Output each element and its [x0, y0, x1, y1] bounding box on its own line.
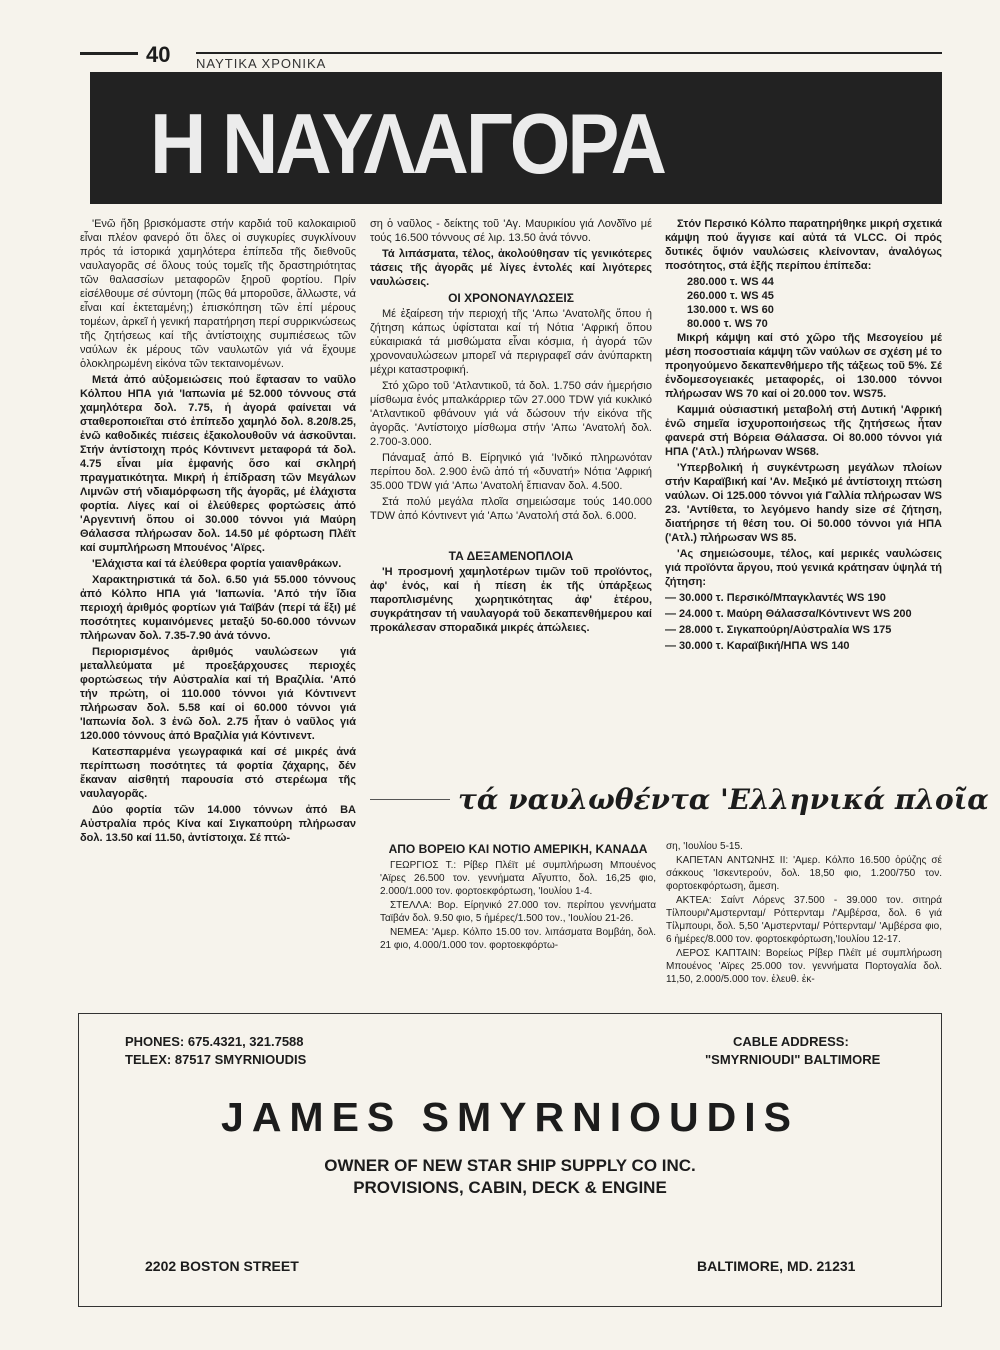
route-line: — 28.000 τ. Σιγκαπούρη/Αὐστραλία WS 175	[665, 624, 892, 636]
rate-line: 260.000 τ. WS 45	[687, 290, 774, 302]
paragraph: 'Υπερβολική ἡ συγκέντρωση μεγάλων πλοίων στήν Καραϊβική καί 'Αν. Μεξικό μέ ἀντίστοιχη πτώση ναύλων. Οἱ 125.000 τόννοι γιά Γαλλία πλήρωσαν WS 23. 'Αντίθετα, το λεγόμενο handy size σέ ζήτηση, διατήρησε τή θέση του. Οἱ 50.000 τόννοι γιά ΗΠΑ ('Ατλ.) πλήρωσαν WS 85.	[665, 462, 942, 544]
fixture-entry: ΑΚΤΕΑ: Σαίντ Λόρενς 37.500 - 39.000 τον. σιτηρά Τίλπουρι/'Αμστερνταμ/ Ρόττερνταμ /'Αμβέρσα, δολ. 6 γιά Τίλμπουρι, δολ. 5,50 'Αμστερνταμ/ Ρόττερνταμ/ 'Αμβέρσα φιο, 6 ἡμέρες/8.000 τον. φορτοεκφόρτωση,'Ιουλίου 12-17.	[666, 895, 942, 945]
article-column-2	[370, 217, 652, 637]
ad-tagline: PROVISIONS, CABIN, DECK & ENGINE	[353, 1178, 667, 1197]
paragraph: Χαρακτηριστικά τά δολ. 6.50 γιά 55.000 τόννους ἀπό Κόλπο ΗΠΑ γιά 'Ιαπωνία. 'Από τήν ἴδια περιοχή ἀριθμός φορτίων γιά Ταϊβάν (περί τά ἕξι) μέ ποσότητες κυμαινόμενες μεταξύ 50-60.000 τόννων πλήρωναν δολ. 7.35-7.90 ἀνά τόννο.	[80, 574, 356, 642]
ad-company-name: JAMES SMYRNIOUDIS	[221, 1094, 799, 1140]
header-rule	[80, 52, 138, 55]
fixtures-subheading: ΑΠΟ ΒΟΡΕΙΟ ΚΑΙ ΝΟΤΙΟ ΑΜΕΡΙΚΗ, ΚΑΝΑΔΑ	[388, 842, 648, 856]
section-heading: ΤΑ ΔΕΞΑΜΕΝΟΠΛΟΙΑ	[448, 549, 574, 563]
paragraph: Πάναμαξ ἀπό Β. Είρηνικό γιά 'Ινδικό πληρωνόταν περίπου δολ. 2.900 ἐνῶ ἀπό τή «δυνατή» Νότια 'Αφρική 35.000 TDW γιά 'Απω 'Ανατολή ἔπιαναν δολ. 4.500.	[370, 452, 652, 492]
header-rule	[196, 52, 942, 54]
paragraph: Περιορισμένος ἀριθμός ναυλώσεων γιά μεταλλεύματα μέ προεξάρχουσες περιοχές φορτώσεως τήν Αὐστραλία καί τή Βραζιλία. 'Από τήν πρώτη, οἱ 110.000 τόννοι γιά Κόντινεντ πλήρωσαν δολ. 5.58 καί οἱ 60.000 τόννοι γιά 'Ιαπωνία δολ. 3 ἐνῶ δολ. 2.75 ἦταν ὁ ναῦλος γιά 120.000 τόννους ἀπό Βραζιλία γιά Κόντινεντ.	[80, 646, 356, 742]
paragraph: Μικρή κάμψη καί στό χῶρο τῆς Μεσογείου μέ μέση ποσοστιαία κάμψη τῶν ναύλων σε σχέση μέ το προηγούμενο δεκαπενθήμερο τῆς τάξεως τοῦ 5%. Σέ ἐνδομεσογειακές μεταφορές, οἱ 130.000 τόννοι πλήρωσαν WS 70 καί οἱ 20.000 τον. WS75.	[665, 332, 942, 400]
paragraph: 'Ελάχιστα καί τά ἐλεύθερα φορτία γαιανθράκων.	[92, 558, 342, 570]
rate-line: 80.000 τ. WS 70	[687, 318, 768, 330]
paragraph: Κατεσπαρμένα γεωγραφικά καί σέ μικρές ἀνά περίπτωση ποσότητες τά φορτία ζάχαρης, δέν ἔκαναν αἰσθητή παρουσία στό στερέωμα τῆς ναυλαγορᾶς.	[80, 746, 356, 800]
paragraph: Στό χῶρο τοῦ 'Ατλαντικοῦ, τά δολ. 1.750 σάν ἡμερήσιο μίσθωμα ἑνός μπαλκάρριερ τῶν 27.000 TDW γιά κυκλικό 'Ατλαντικοῦ φθάνουν γιά νά δώσουν τήν εἰκόνα τῆς ἀγορᾶς. 'Αντίστοιχο μίσθωμα στήν 'Απω 'Ανατολή δολ. 2.700-3.000.	[370, 380, 652, 448]
fixtures-column-1	[380, 840, 656, 953]
article-column-1	[80, 217, 356, 847]
ad-city: BALTIMORE, MD. 21231	[697, 1258, 856, 1274]
fixture-entry: ΝΕΜΕΑ: 'Αμερ. Κόλπο 15.00 τον. λιπάσματα Βομβάη, δολ. 21 φιο, 4.000/1.000 τον. φορτοεκφόρτω-	[380, 927, 656, 951]
article-column-3	[665, 217, 942, 655]
fixture-entry: ΚΑΠΕΤΑΝ ΑΝΤΩΝΗΣ II: 'Αμερ. Κόλπο 16.500 ὀρύζης σέ σάκκους 'Ισκεντερούν, δολ. 18,50 φιο, 1.200/750 τον. φορτοεκφόρτωση, ἄμεση.	[666, 855, 942, 892]
fixture-entry: ΛΕΡΟΣ ΚΑΠΤΑΙΝ: Βορείως Ρίβερ Πλέϊτ μέ συμπλήρωση Μπουένος 'Αϊρες 25.000 τον. γεννήματα Πορτογαλία δολ. 11,50, 2.000/5.000 τον. ἐλευθ. ἐκ-	[666, 948, 942, 985]
page-title: Η ΝΑΥΛΑΓΟΡΑ	[150, 95, 664, 192]
paragraph: ση ὁ ναῦλος - δείκτης τοῦ 'Αγ. Μαυρικίου γιά Λονδῖνο μέ τούς 16.500 τόννους σέ λιρ. 13.50 ἀνά τόννο.	[370, 218, 652, 244]
route-line: — 24.000 τ. Μαύρη Θάλασσα/Κόντινεντ WS 200	[665, 608, 912, 620]
paragraph: Δύο φορτία τῶν 14.000 τόννων ἀπό ΒΑ Αὐστραλία πρός Κίνα καί Σιγκαπούρη πλήρωσαν δολ. 13.50 καί 11.50, ἀντίστοιχα. Σέ πτώ-	[80, 804, 356, 844]
paragraph: 'Ας σημειώσουμε, τέλος, καί μερικές ναυλώσεις γιά προϊόντα ἄργου, πού γενικά κράτησαν ὑψηλά τή ζήτηση:	[665, 548, 942, 588]
paragraph: Μέ ἐξαίρεση τήν περιοχή τῆς 'Απω 'Ανατολῆς ὅπου ἡ ζήτηση κάπως ὑφίσταται καί τή Νότια 'Αφρική ὅπου εὐκαιριακά τά μισθώματα εἶναι κόσμια, ἡ ἀγορά τῶν χρονοναυλώσεων μπορεῖ νά περιγραφεῖ σάν ἀνύπαρκτη μέχρι καταστροφική.	[370, 308, 652, 376]
paragraph: Μετά ἀπό αὐξομειώσεις πού ἔφτασαν το ναῦλο Κόλπου ΗΠΑ γιά 'Ιαπωνία μέ 52.000 τόννους στά χαμηλότερα δολ. 7.75, ἡ ἀγορά φαίνεται νά σταθεροποιεῖται στό ἐπίπεδο χαμηλό δολ. 8.20/8.25, ἐνῶ καθοδικές πιέσεις ἐξακολουθοῦν νά ἀσκοῦνται. Στήν ἀντίστοιχη πρός Κόντινεντ μεταφορά τά δολ. 4.75 εἶναι μία ἐμφανής ὅσο καί σκληρή πραγματικότητα. Μικρή ἡ ἐπίδραση τῶν Μεγάλων Λιμνῶν στή νδιαμόρφωση τῆς ἀγορᾶς, μέ ἐλάχιστα φορτία. Λίγες καί οἱ ἐλεύθερες φορτώσεις ἀπό 'Αργεντινή ὅπου οἱ 30.000 τόννοι γιά Μαύρη Θάλασσα πλήρωσαν δολ. 14.50 μέ φόρτωση Πλέϊτ καί συμπλήρωση Μπουένος 'Αϊρες.	[80, 374, 356, 554]
route-line: — 30.000 τ. Καραϊβική/ΗΠΑ WS 140	[665, 640, 850, 652]
fixtures-heading: τά ναυλωθέντα 'Ελληνικά πλοῖα	[450, 783, 997, 816]
section-heading: ΟΙ ΧΡΟΝΟΝΑΥΛΩΣΕΙΣ	[448, 291, 574, 305]
page-number: 40	[146, 42, 171, 67]
advertisement-box	[78, 1013, 942, 1307]
fixtures-column-2	[666, 840, 942, 987]
paragraph: 'Η προσμονή χαμηλοτέρων τιμῶν τοῦ προϊόντος, ἀφ' ἑνός, καί ἡ πίεση ἐκ τῆς ὑπάρξεως παροπλισμένης χωρητικότητας ἀφ' ἑτέρου, συγκράτησαν τή ναυλαγορά τοῦ δεκαπενθήμερου καί προκάλεσαν σποραδικά μικρές ἀπώλειες.	[370, 566, 652, 634]
fixture-entry: ση, 'Ιουλίου 5-15.	[666, 841, 743, 852]
rate-line: 280.000 τ. WS 44	[687, 276, 774, 288]
ad-tagline: OWNER OF NEW STAR SHIP SUPPLY CO INC.	[324, 1156, 696, 1175]
paragraph: Στά πολύ μεγάλα πλοῖα σημειώσαμε τούς 140.000 TDW ἀπό Κόντινεντ γιά 'Απω 'Ανατολή στά δολ. 6.000.	[370, 496, 652, 522]
ad-telex: TELEX: 87517 SMYRNIOUDIS	[125, 1052, 307, 1067]
paragraph: Καμμιά οὐσιαστική μεταβολή στή Δυτική 'Αφρική ἐνῶ σημεῖα ἰσχυροποιήσεως τῆς ζητήσεως ἦταν φανερά στή Βόρεια Θάλασσα. Οἱ 80.000 τόννοι γιά ΗΠΑ ('Ατλ.) πλήρωναν WS68.	[665, 404, 942, 458]
paragraph: Τά λιπάσματα, τέλος, ἀκολούθησαν τίς γενικότερες τάσεις τῆς ἀγορᾶς μέ λίγες ἐντολές καί λιγότερες ναυλώσεις.	[370, 248, 652, 288]
fixture-entry: ΣΤΕΛΛΑ: Βορ. Είρηνικό 27.000 τον. περίπου γεννήματα Ταϊβάν δολ. 9.50 φιο, 5 ἡμέρες/1.500 τον., 'Ιουλίου 21-26.	[380, 900, 656, 924]
ad-street: 2202 BOSTON STREET	[145, 1258, 299, 1274]
rate-line: 130.000 τ. WS 60	[687, 304, 774, 316]
route-line: — 30.000 τ. Περσικό/Μπαγκλαντές WS 190	[665, 592, 886, 604]
paragraph: Στόν Περσικό Κόλπο παρατηρήθηκε μικρή σχετικά κάμψη πού ἄγγισε καί αὐτά τά VLCC. Οἱ πρός δυτικές ὄψιόν ναυλώσεις κλείνονταν, ἀναλόγως ποσότητος, στά ἑξῆς περίπου ἐπίπεδα:	[665, 218, 942, 272]
paragraph: 'Ενῶ ἤδη βρισκόμαστε στήν καρδιά τοῦ καλοκαιριοῦ εἶναι πλέον φανερό ὅτι ὅλες οἱ συγκυρίες συγκλίνουν πρός τά ἱστορικά χαμηλότερα ἐπίπεδα τῆς διεθνοῦς ναυλαγορᾶς σέ ὅλους τούς τομεῖς τῆς δραστηριότητας τῶν θαλασσίων μεταφορῶν ξηροῦ φορτίου. Πρίν εἰσέλθουμε σέ σύντομη (πῶς θά μποροῦσε, ἄλλωστε, νά εἶναι καί ἐκτεταμένη;) ἐπισκόπηση τῶν ἐπί μέρους τομέων, ἀρκεῖ ἡ γενική παρατήρηση περί συρρικνώσεως τῆς ζητήσεως καί τῆς ἀντίστοιχης συμπιέσεως τῶν ναύλων ἐκ μέρους τῶν ναυλωτῶν γιά νά ἔχουμε ὁλοκληρωμένη εἰκόνα τῶν τεκταινομένων.	[80, 218, 356, 370]
title-banner	[90, 72, 942, 204]
ad-cable-address: "SMYRNIOUDI" BALTIMORE	[705, 1052, 881, 1067]
fixture-entry: ΓΕΩΡΓΙΟΣ Τ.: Ρίβερ Πλέϊτ μέ συμπλήρωση Μπουένος 'Αϊρες 26.500 τον. γεννήματα Αἴγυπτο, δολ. 16,25 φιο, 2.000/1.000 τον. φορτοεκφόρτωση, 'Ιουλίου 1-4.	[380, 860, 656, 897]
ad-cable-label: CABLE ADDRESS:	[733, 1034, 849, 1049]
ad-phones: PHONES: 675.4321, 321.7588	[125, 1034, 304, 1049]
section-name: ΝΑΥΤΙΚΑ ΧΡΟΝΙΚΑ	[196, 56, 327, 71]
